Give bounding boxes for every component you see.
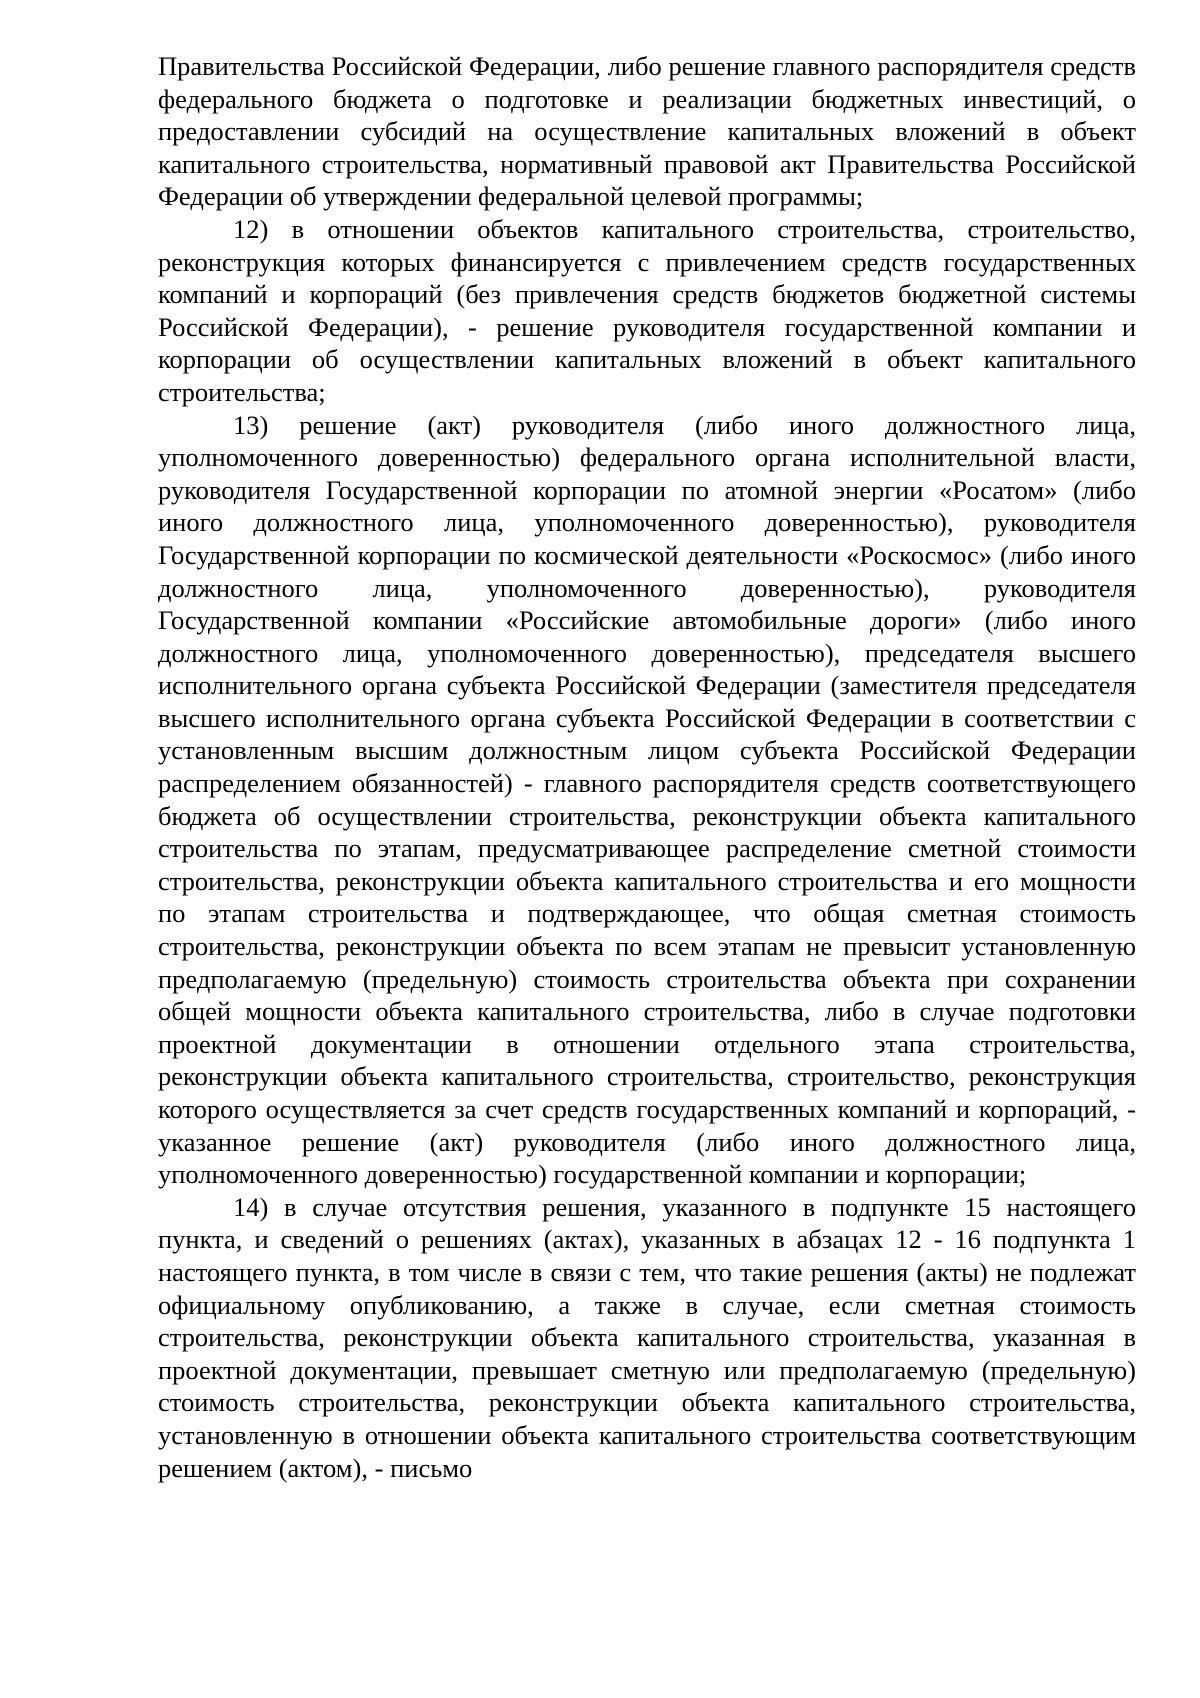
- document-page: [158, 50, 1136, 1484]
- paragraph-continuation: Правительства Российской Федерации, либо решение главного распорядителя средств федерального бюджета о подготовке и реализации бюджетных инвестиций, о предоставлении субсидий на осуществление капитальных вложений в объект капитального строительства, нормативный правовой акт Правительства Российской Федерации об утверждении федеральной целевой программы;: [158, 51, 1136, 212]
- paragraph-item-12: 12) в отношении объектов капитального строительства, строительство, реконструкция которых финансируется с привлечением средств государственных компаний и корпораций (без привлечения средств бюджетов бюджетной системы Российской Федерации), - решение руководителя государственной компании и корпорации об осуществлении капитальных вложений в объект капитального строительства;: [158, 213, 1136, 407]
- paragraph-item-14: 14) в случае отсутствия решения, указанного в подпункте 15 настоящего пункта, и сведений о решениях (актах), указанных в абзацах 12 - 16 подпункта 1 настоящего пункта, в том числе в связи с тем, что такие решения (акты) не подлежат официальному опубликованию, а также в случае, если сметная стоимость строительства, реконструкции объекта капитального строительства, указанная в проектной документации, превышает сметную или предполагаемую (предельную) стоимость строительства, реконструкции объекта капитального строительства, установленную в отношении объекта капитального строительства соответствующим решением (актом), - письмо: [158, 1191, 1136, 1483]
- paragraph-item-13: 13) решение (акт) руководителя (либо иного должностного лица, уполномоченного доверенностью) федерального органа исполнительной власти, руководителя Государственной корпорации по атомной энергии «Росатом» (либо иного должностного лица, уполномоченного доверенностью), руководителя Государственной корпорации по космической деятельности «Роскосмос» (либо иного должностного лица, уполномоченного доверенностью), руководителя Государственной компании «Российские автомобильные дороги» (либо иного должностного лица, уполномоченного доверенностью), председателя высшего исполнительного органа субъекта Российской Федерации (заместителя председателя высшего исполнительного органа субъекта Российской Федерации в соответствии с установленным высшим должностным лицом субъекта Российской Федерации распределением обязанностей) - главного распорядителя средств соответствующего бюджета об осуществлении строительства, реконструкции объекта капитального строительства по этапам, предусматривающее распределение сметной стоимости строительства, реконструкции объекта капитального строительства и его мощности по этапам строительства и подтверждающее, что общая сметная стоимость строительства, реконструкции объекта по всем этапам не превысит установленную предполагаемую (предельную) стоимость строительства объекта при сохранении общей мощности объекта капитального строительства, либо в случае подготовки проектной документации в отношении отдельного этапа строительства, реконструкции объекта капитального строительства, строительство, реконструкция которого осуществляется за счет средств государственных компаний и корпораций, - указанное решение (акт) руководителя (либо иного должностного лица, уполномоченного доверенностью) государственной компании и корпорации;: [158, 409, 1136, 1190]
